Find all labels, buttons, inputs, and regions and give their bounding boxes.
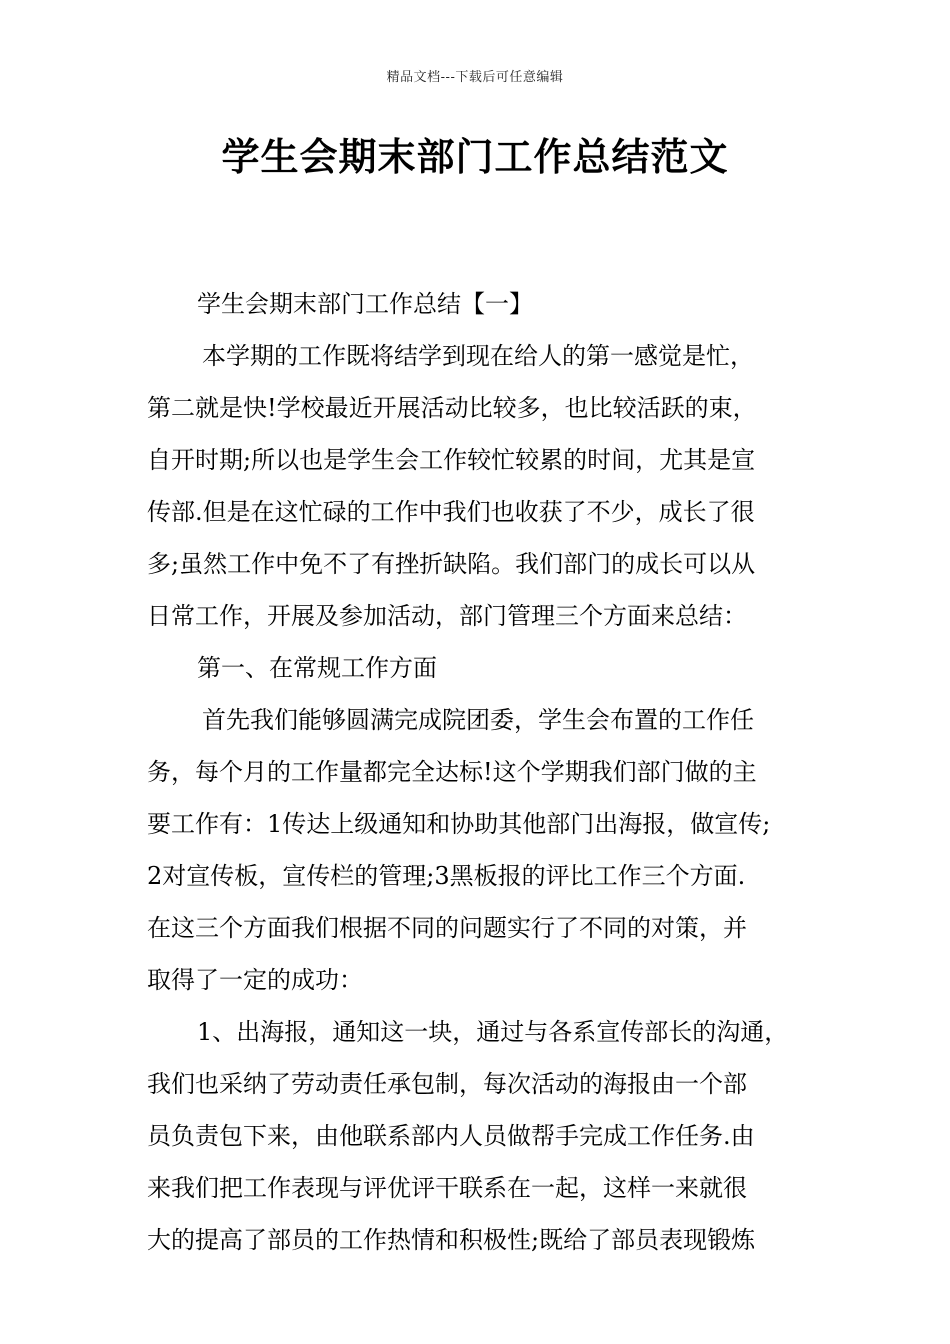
paragraph-line: 在这三个方面我们根据不同的问题实行了不同的对策，并 <box>147 914 747 942</box>
paragraph-line: 务，每个月的工作量都完全达标!这个学期我们部门做的主 <box>147 758 757 786</box>
paragraph-line: 第二就是快!学校最近开展活动比较多，也比较活跃的束， <box>147 394 757 422</box>
paragraph-line: 日常工作，开展及参加活动，部门管理三个方面来总结： <box>147 602 747 630</box>
paragraph-line: 首先我们能够圆满完成院团委，学生会布置的工作任 <box>202 706 754 734</box>
paragraph-line: 要工作有：1传达上级通知和协助其他部门出海报，做宣传; <box>147 810 771 838</box>
subsection-heading: 第一、在常规工作方面 <box>197 654 437 682</box>
paragraph-line: 员负责包下来，由他联系部内人员做帮手完成工作任务.由 <box>147 1122 755 1150</box>
paragraph-line: 我们也采纳了劳动责任承包制，每次活动的海报由一个部 <box>147 1070 747 1098</box>
page-header-watermark: 精品文档---下载后可任意编辑 <box>386 70 564 85</box>
paragraph-line: 取得了一定的成功： <box>147 966 363 994</box>
section-heading: 学生会期末部门工作总结【一】 <box>197 290 533 318</box>
document-title: 学生会期末部门工作总结范文 <box>221 135 729 179</box>
paragraph-line: 本学期的工作既将结学到现在给人的第一感觉是忙， <box>202 342 754 370</box>
paragraph-line: 自开时期;所以也是学生会工作较忙较累的时间，尤其是宣 <box>147 446 756 474</box>
paragraph-line: 来我们把工作表现与评优评干联系在一起，这样一来就很 <box>147 1174 747 1202</box>
paragraph-line: 2对宣传板，宣传栏的管理;3黑板报的评比工作三个方面. <box>147 862 746 890</box>
document-body <box>147 278 827 1266</box>
paragraph-line: 1、出海报，通知这一块，通过与各系宣传部长的沟通， <box>197 1018 789 1046</box>
paragraph-line: 大的提高了部员的工作热情和积极性;既给了部员表现锻炼 <box>147 1226 756 1254</box>
paragraph-line: 传部.但是在这忙碌的工作中我们也收获了不少，成长了很 <box>147 498 755 526</box>
paragraph-line: 多;虽然工作中免不了有挫折缺陷。我们部门的成长可以从 <box>147 550 756 578</box>
